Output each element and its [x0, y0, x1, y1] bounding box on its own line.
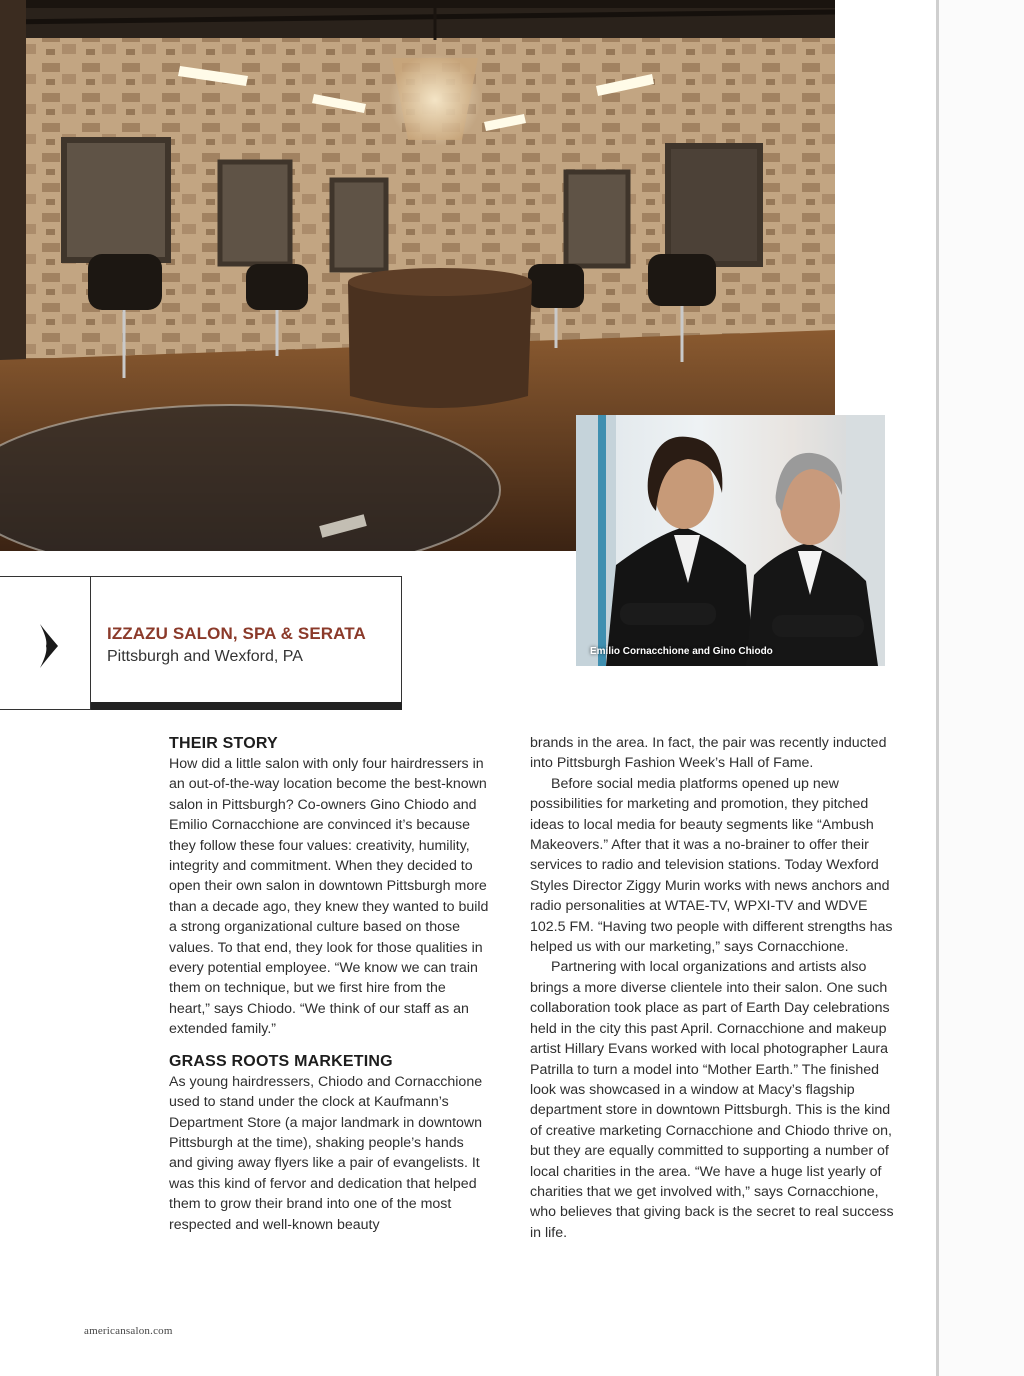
page-margin [939, 0, 1024, 1376]
footer-url: americansalon.com [84, 1325, 173, 1337]
paragraph: Before social media platforms opened up new possibilities for marketing and promotion, they pitched ideas to local media for beauty segments like “Ambush Makeovers.” After that it was a no-brainer to offer their services to radio and television stations. Today Wexford Styles Director Ziggy Murin works with news anchors and radio personalities at WTAE-TV, WPXI-TV and WDVE 102.5 FM. “Having two people with different strengths has helped us with our marketing,” says Cornacchione. [530, 775, 893, 956]
salon-location: Pittsburgh and Wexford, PA [107, 648, 303, 665]
article-column-left [169, 734, 489, 1235]
chevron-icon [36, 622, 60, 670]
paragraph: Partnering with local organizations and artists also brings a more diverse clientele into their salon. One such collaboration took place as part of Earth Day celebrations held in the city this past April. Cornacchione and makeup artist Hillary Evans worked with local photographer Laura Patrilla to turn a model into “Mother Earth.” The finished look was showcased in a window at Macy’s flagship department store in downtown Pittsburgh. This is the kind of creative marketing Cornacchione and Chiodo thrive on, but they are equally committed to supporting a number of local charities in the area. “We have a huge list yearly of charities that we get involved with,” says Cornacchione, who believes that giving back is the secret to real success in life. [530, 959, 894, 1241]
header-accent-bar [91, 702, 402, 710]
section-heading-grass-roots-marketing: GRASS ROOTS MARKETING [169, 1052, 393, 1070]
salon-name: IZZAZU SALON, SPA & SERATA [107, 624, 366, 643]
section-heading-their-story: THEIR STORY [169, 735, 278, 752]
header-divider [90, 577, 91, 710]
page-edge [936, 0, 939, 1376]
section-body-their-story: How did a little salon with only four hairdressers in an out-of-the-way location become the best-known salon in Pittsburgh? Co-owners Gino Chiodo and Emilio Cornacchione are convinced it’s because they follow these four values: creativity, humility, integrity and commitment. When they decided to open their own salon in downtown Pittsburgh more than a decade ago, they knew they wanted to build a strong organizational culture based on those values. To that end, they look for those qualities in every potential employee. “We know we can train them on technique, but we first hire from the heart,” says Chiodo. “We think of our staff as an extended family.” [169, 756, 489, 1038]
salon-header-box [0, 576, 402, 710]
article-column-right [530, 733, 902, 1243]
photo-caption: Emilio Cornacchione and Gino Chiodo [590, 646, 773, 657]
paragraph: brands in the area. In fact, the pair was recently inducted into Pittsburgh Fashion Week’s Hall of Fame. [530, 735, 887, 772]
section-body-grass-roots-marketing: As young hairdressers, Chiodo and Cornacchione used to stand under the clock at Kaufmann’s Department Store (a major landmark in downtown Pittsburgh at the time), shaking people’s hands and giving away flyers like a pair of evangelists. It was this kind of fervor and dedication that helped them to grow their brand into one of the most respected and well-known beauty [169, 1073, 483, 1233]
owners-portrait-photo [576, 415, 885, 666]
